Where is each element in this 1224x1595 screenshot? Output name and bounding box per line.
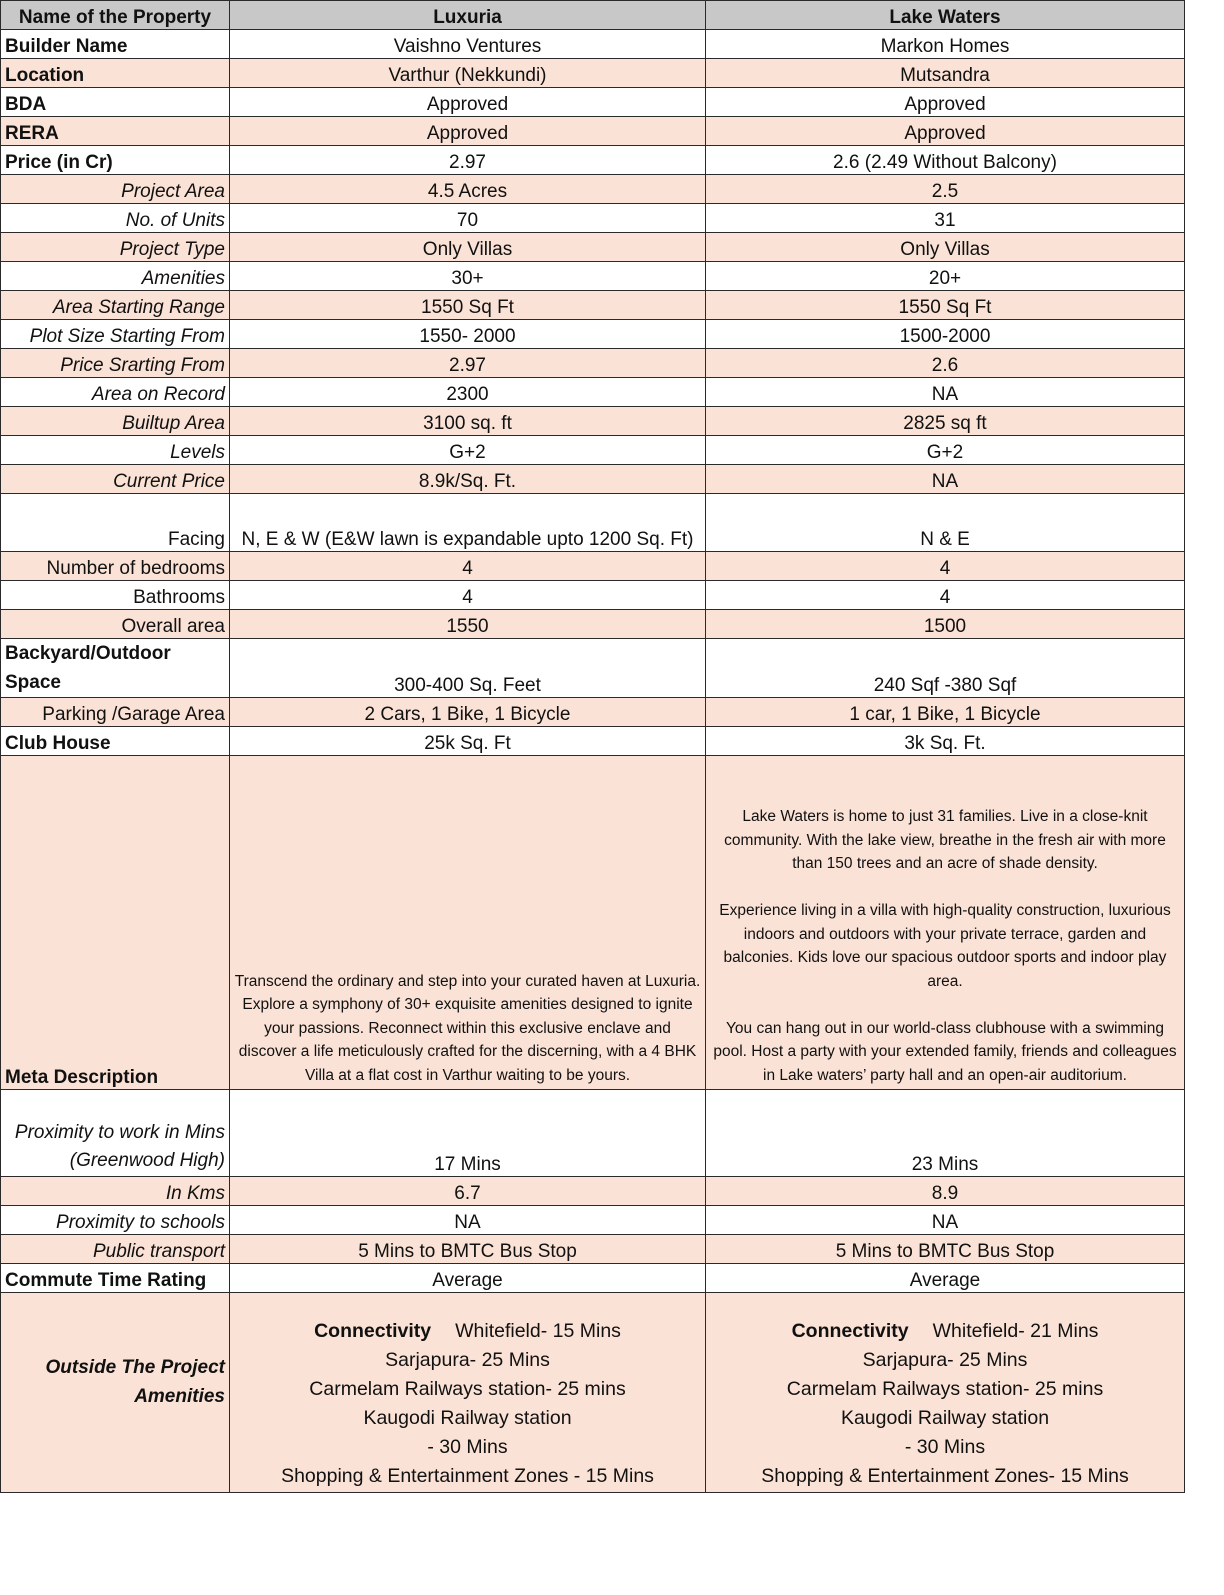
value-property-1: 2 Cars, 1 Bike, 1 Bicycle xyxy=(230,698,706,727)
value-property-1: 2300 xyxy=(230,378,706,407)
meta-paragraph: Lake Waters is home to just 31 families. Live in a close-knit community. With the lake view, breathe in the fresh air with more than 150 trees and an acre of shade density. xyxy=(724,808,1166,872)
value-property-2: 8.9 xyxy=(706,1177,1185,1206)
row-area-start xyxy=(1,291,1185,320)
row-label: Parking /Garage Area xyxy=(1,698,230,727)
value-property-2: 4 xyxy=(706,581,1185,610)
row-label: Area on Record xyxy=(1,378,230,407)
value-property-2: 20+ xyxy=(706,262,1185,291)
row-label: Commute Time Rating xyxy=(1,1264,230,1293)
row-builtup xyxy=(1,407,1185,436)
list-item: - 30 Mins xyxy=(427,1436,508,1458)
value-property-1: 6.7 xyxy=(230,1177,706,1206)
value-property-1: 300-400 Sq. Feet xyxy=(230,639,706,698)
row-label: Proximity to work in Mins (Greenwood High) xyxy=(1,1090,230,1177)
row-in-kms xyxy=(1,1177,1185,1206)
list-item: Carmelam Railways station- 25 mins xyxy=(309,1378,626,1400)
row-levels xyxy=(1,436,1185,465)
outside-amenities-property-2 xyxy=(706,1293,1185,1493)
row-facing xyxy=(1,494,1185,552)
value-property-2: NA xyxy=(706,465,1185,494)
row-parking xyxy=(1,698,1185,727)
value-property-1: 8.9k/Sq. Ft. xyxy=(230,465,706,494)
value-property-2: Approved xyxy=(706,117,1185,146)
list-item: Sarjapura- 25 Mins xyxy=(862,1349,1028,1371)
value-property-1: 1550 xyxy=(230,610,706,639)
value-property-2: 2.5 xyxy=(706,175,1185,204)
value-property-1: N, E & W (E&W lawn is expandable upto 1200 Sq. Ft) xyxy=(230,494,706,552)
row-label: Amenities xyxy=(1,262,230,291)
row-label: Proximity to schools xyxy=(1,1206,230,1235)
value-property-1: 1550- 2000 xyxy=(230,320,706,349)
value-property-1: Average xyxy=(230,1264,706,1293)
row-label: Backyard/Outdoor Space xyxy=(1,639,230,698)
row-plot-size xyxy=(1,320,1185,349)
value-property-2: 1500-2000 xyxy=(706,320,1185,349)
header-row xyxy=(1,1,1185,30)
list-item: Carmelam Railways station- 25 mins xyxy=(786,1378,1104,1400)
value-property-2: 2.6 (2.49 Without Balcony) xyxy=(706,146,1185,175)
value-property-2: 1 car, 1 Bike, 1 Bicycle xyxy=(706,698,1185,727)
connectivity-heading: Connectivity xyxy=(791,1320,909,1342)
value-property-1: 70 xyxy=(230,204,706,233)
row-label: Outside The Project Amenities xyxy=(1,1293,230,1493)
row-label: Project Area xyxy=(1,175,230,204)
row-rera xyxy=(1,117,1185,146)
list-item: - 30 Mins xyxy=(904,1436,986,1458)
value-property-1: 4 xyxy=(230,552,706,581)
row-area-record xyxy=(1,378,1185,407)
value-property-1: 3100 sq. ft xyxy=(230,407,706,436)
row-bathrooms xyxy=(1,581,1185,610)
value-property-2: Average xyxy=(706,1264,1185,1293)
list-item: Sarjapura- 25 Mins xyxy=(385,1349,550,1371)
list-item: Kaugodi Railway station xyxy=(840,1407,1050,1429)
meta-description-property-1: Transcend the ordinary and step into your curated haven at Luxuria. Explore a symphony of 30+ exquisite amenities designed to ignite your passions. Reconnect within this exclusive enclave and discover a life meticulously crafted for the discerning, with a 4 BHK Villa at a flat cost in Varthur waiting to be yours. xyxy=(230,756,706,1090)
row-amenities xyxy=(1,262,1185,291)
value-property-1: G+2 xyxy=(230,436,706,465)
meta-description-property-2 xyxy=(706,756,1185,1090)
value-property-2: Only Villas xyxy=(706,233,1185,262)
value-property-1: Only Villas xyxy=(230,233,706,262)
value-property-2: Markon Homes xyxy=(706,30,1185,59)
row-label: Area Starting Range xyxy=(1,291,230,320)
row-location xyxy=(1,59,1185,88)
list-item: Shopping & Entertainment Zones- 15 Mins xyxy=(761,1465,1129,1487)
value-property-2: 2.6 xyxy=(706,349,1185,378)
value-property-1: 30+ xyxy=(230,262,706,291)
value-property-2: 2825 sq ft xyxy=(706,407,1185,436)
value-property-2: 5 Mins to BMTC Bus Stop xyxy=(706,1235,1185,1264)
row-label: No. of Units xyxy=(1,204,230,233)
row-label: Overall area xyxy=(1,610,230,639)
row-meta-description xyxy=(1,756,1185,1090)
value-property-1: 4 xyxy=(230,581,706,610)
value-property-2: 23 Mins xyxy=(706,1090,1185,1177)
list-item: Kaugodi Railway station xyxy=(363,1407,572,1429)
row-label: BDA xyxy=(1,88,230,117)
header-property-1: Luxuria xyxy=(230,1,706,30)
value-property-2: 1500 xyxy=(706,610,1185,639)
value-property-2: Mutsandra xyxy=(706,59,1185,88)
value-property-1: 1550 Sq Ft xyxy=(230,291,706,320)
row-bda xyxy=(1,88,1185,117)
value-property-1: Approved xyxy=(230,117,706,146)
row-label: In Kms xyxy=(1,1177,230,1206)
row-label: RERA xyxy=(1,117,230,146)
header-label: Name of the Property xyxy=(1,1,230,30)
row-commute xyxy=(1,1264,1185,1293)
value-property-1: 17 Mins xyxy=(230,1090,706,1177)
row-club-house xyxy=(1,727,1185,756)
value-property-2: N & E xyxy=(706,494,1185,552)
row-backyard xyxy=(1,639,1185,698)
row-proximity-schools xyxy=(1,1206,1185,1235)
value-property-1: 5 Mins to BMTC Bus Stop xyxy=(230,1235,706,1264)
row-project-area xyxy=(1,175,1185,204)
row-label: Plot Size Starting From xyxy=(1,320,230,349)
list-item: Whitefield- 15 Mins xyxy=(455,1320,621,1342)
row-bedrooms xyxy=(1,552,1185,581)
value-property-1: NA xyxy=(230,1206,706,1235)
meta-paragraph: Experience living in a villa with high-quality construction, luxurious indoors and outdoors with your private terrace, garden and balconies. Kids love our spacious outdoor sports and indoor play area. xyxy=(719,902,1171,990)
value-property-2: 3k Sq. Ft. xyxy=(706,727,1185,756)
value-property-1: 2.97 xyxy=(230,146,706,175)
value-property-1: Varthur (Nekkundi) xyxy=(230,59,706,88)
row-label: Price Srarting From xyxy=(1,349,230,378)
row-price xyxy=(1,146,1185,175)
row-label: Levels xyxy=(1,436,230,465)
row-label: Meta Description xyxy=(1,756,230,1090)
row-outside-amenities xyxy=(1,1293,1185,1493)
connectivity-heading: Connectivity xyxy=(314,1320,432,1342)
value-property-2: NA xyxy=(706,1206,1185,1235)
value-property-1: 2.97 xyxy=(230,349,706,378)
value-property-1: 4.5 Acres xyxy=(230,175,706,204)
value-property-1: 25k Sq. Ft xyxy=(230,727,706,756)
row-label: Facing xyxy=(1,494,230,552)
value-property-2: 1550 Sq Ft xyxy=(706,291,1185,320)
value-property-2: Approved xyxy=(706,88,1185,117)
row-label: Club House xyxy=(1,727,230,756)
row-label: Number of bedrooms xyxy=(1,552,230,581)
row-builder xyxy=(1,30,1185,59)
value-property-2: 31 xyxy=(706,204,1185,233)
row-label: Location xyxy=(1,59,230,88)
value-property-1: Approved xyxy=(230,88,706,117)
list-item: Whitefield- 21 Mins xyxy=(932,1320,1099,1342)
list-item: Shopping & Entertainment Zones - 15 Mins xyxy=(281,1465,654,1487)
row-label: Current Price xyxy=(1,465,230,494)
row-current-price xyxy=(1,465,1185,494)
value-property-2: G+2 xyxy=(706,436,1185,465)
header-property-2: Lake Waters xyxy=(706,1,1185,30)
row-label: Public transport xyxy=(1,1235,230,1264)
value-property-1: Vaishno Ventures xyxy=(230,30,706,59)
meta-paragraph: You can hang out in our world-class clubhouse with a swimming pool. Host a party with your extended family, friends and colleagues in Lake waters’ party hall and an open-air auditorium. xyxy=(713,1019,1177,1084)
value-property-2: NA xyxy=(706,378,1185,407)
row-label: Price (in Cr) xyxy=(1,146,230,175)
row-price-start xyxy=(1,349,1185,378)
row-proximity-work xyxy=(1,1090,1185,1177)
row-label: Builtup Area xyxy=(1,407,230,436)
value-property-2: 4 xyxy=(706,552,1185,581)
outside-amenities-property-1 xyxy=(230,1293,706,1493)
row-label: Bathrooms xyxy=(1,581,230,610)
row-units xyxy=(1,204,1185,233)
row-label: Builder Name xyxy=(1,30,230,59)
row-overall-area xyxy=(1,610,1185,639)
row-project-type xyxy=(1,233,1185,262)
value-property-2: 240 Sqf -380 Sqf xyxy=(706,639,1185,698)
row-public-transport xyxy=(1,1235,1185,1264)
row-label: Project Type xyxy=(1,233,230,262)
